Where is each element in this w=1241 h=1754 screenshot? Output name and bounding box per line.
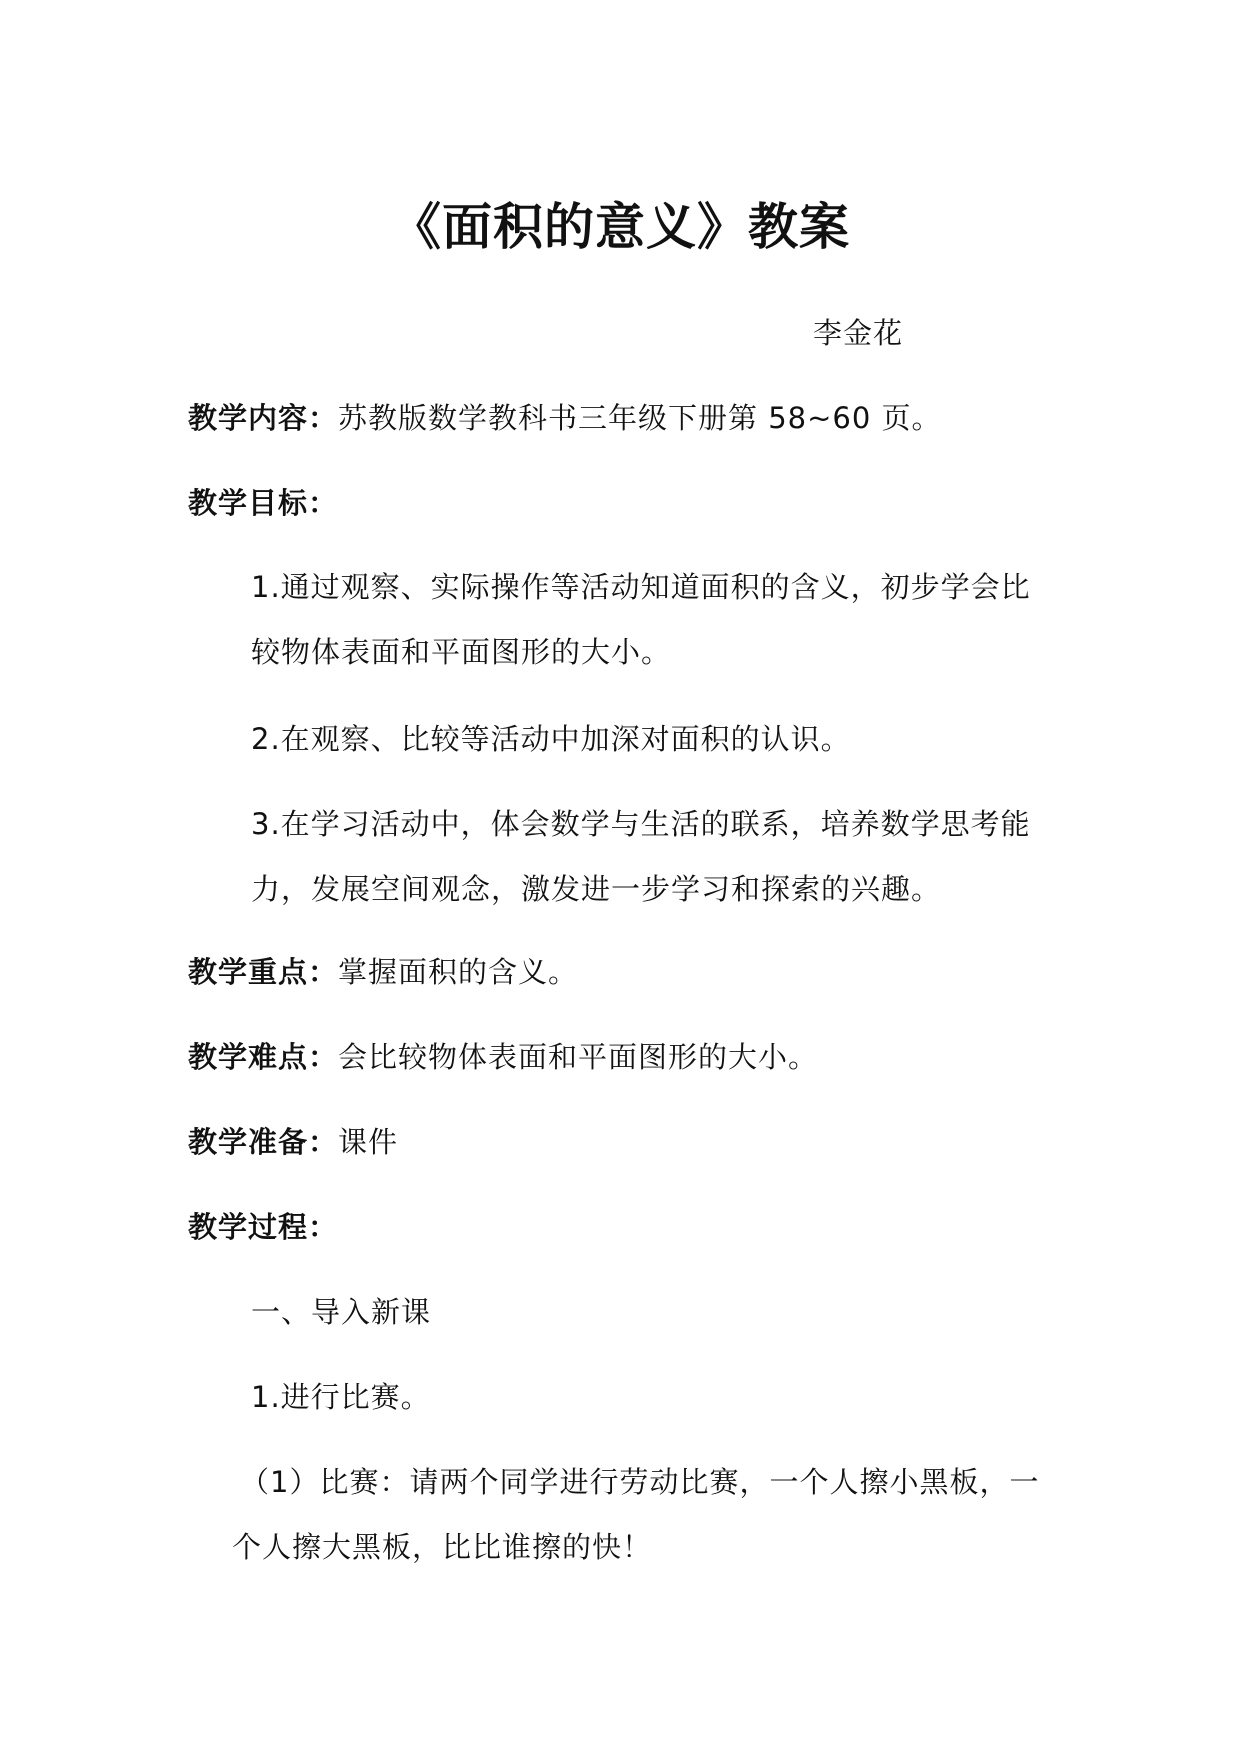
key-point-text: 掌握面积的含义。 [338, 955, 579, 989]
teaching-goals-heading [188, 483, 338, 523]
teaching-content-line [188, 398, 942, 438]
teaching-goals-label: 教学目标： [188, 486, 339, 520]
author-name: 李金花 [813, 316, 904, 350]
process-step-1-sub-line-2: 个人擦大黑板，比比谁擦的快！ [232, 1530, 653, 1564]
process-heading [188, 1207, 338, 1247]
goal-2-line-1: 2.在观察、比较等活动中加深对面积的认识。 [251, 722, 851, 756]
key-point-label: 教学重点： [188, 955, 339, 989]
difficulty-text: 会比较物体表面和平面图形的大小。 [338, 1040, 819, 1074]
process-step-1-sub-line-1: （1）比赛：请两个同学进行劳动比赛，一个人擦小黑板，一 [240, 1465, 1040, 1499]
process-section-1: 一、导入新课 [251, 1295, 432, 1329]
key-point-line [188, 952, 578, 992]
difficulty-label: 教学难点： [188, 1040, 339, 1074]
process-label: 教学过程： [188, 1210, 339, 1244]
goal-1-line-1: 1.通过观察、实际操作等活动知道面积的含义，初步学会比 [251, 570, 1031, 604]
preparation-line [188, 1122, 398, 1162]
process-step-1: 1.进行比赛。 [251, 1380, 431, 1414]
preparation-text: 课件 [338, 1125, 399, 1159]
preparation-label: 教学准备： [188, 1125, 339, 1159]
goal-3-line-2: 力，发展空间观念，激发进一步学习和探索的兴趣。 [251, 872, 942, 906]
teaching-content-label: 教学内容： [188, 401, 339, 435]
goal-3-line-1: 3.在学习活动中，体会数学与生活的联系，培养数学思考能 [251, 807, 1031, 841]
document-title: 《面积的意义》教案 [391, 198, 850, 256]
goal-1-line-2: 较物体表面和平面图形的大小。 [251, 635, 672, 669]
teaching-content-text: 苏教版数学教科书三年级下册第 58~60 页。 [338, 401, 942, 435]
difficulty-line [188, 1037, 818, 1077]
